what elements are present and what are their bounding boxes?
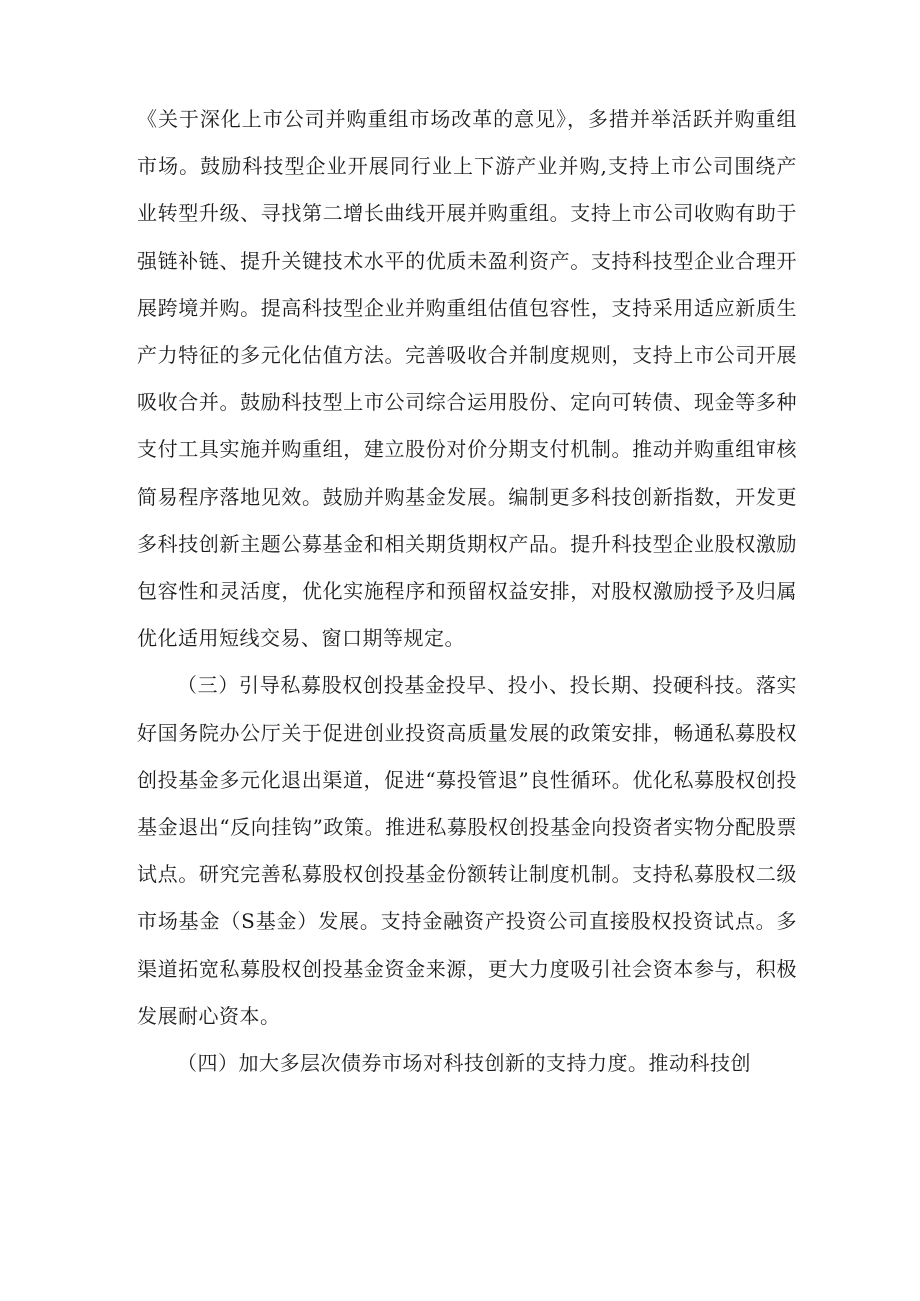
paragraph-private-equity: （三）引导私募股权创投基金投早、投小、投长期、投硬科技。落实好国务院办公厅关于促进创业投资高质量发展的政策安排，畅通私募股权创投基金多元化退出渠道，促进“募投管退”良性循环。优化私募股权创投基金退出“反向挂钩”政策。推进私募股权创投基金向投资者实物分配股票试点。研究完善私募股权创投基金份额转让制度机制。支持私募股权二级市场基金（S基金）发展。支持金融资产投资公司直接股权投资试点。多渠道拓宽私募股权创投基金资金来源，更大力度吸引社会资本参与，积极发展耐心资本。: [137, 673, 797, 1028]
document-body: [137, 96, 797, 1087]
paragraph-merger-reform: 《关于深化上市公司并购重组市场改革的意见》，多措并举活跃并购重组市场。鼓励科技型企业开展同行业上下游产业并购,支持上市公司围绕产业转型升级、寻找第二增长曲线开展并购重组。支持上市公司收购有助于强链补链、提升关键技术水平的优质未盈利资产。支持科技型企业合理开展跨境并购。提高科技型企业并购重组估值包容性，支持采用适应新质生产力特征的多元化估值方法。完善吸收合并制度规则，支持上市公司开展吸收合并。鼓励科技型上市公司综合运用股份、定向可转债、现金等多种支付工具实施并购重组，建立股份对价分期支付机制。推动并购重组审核简易程序落地见效。鼓励并购基金发展。编制更多科技创新指数，开发更多科技创新主题公募基金和相关期货期权产品。提升科技型企业股权激励包容性和灵活度，优化实施程序和预留权益安排，对股权激励授予及归属优化适用短线交易、窗口期等规定。: [137, 107, 797, 651]
paragraph-bond-market: （四）加大多层次债券市场对科技创新的支持力度。推动科技创: [177, 1051, 751, 1076]
